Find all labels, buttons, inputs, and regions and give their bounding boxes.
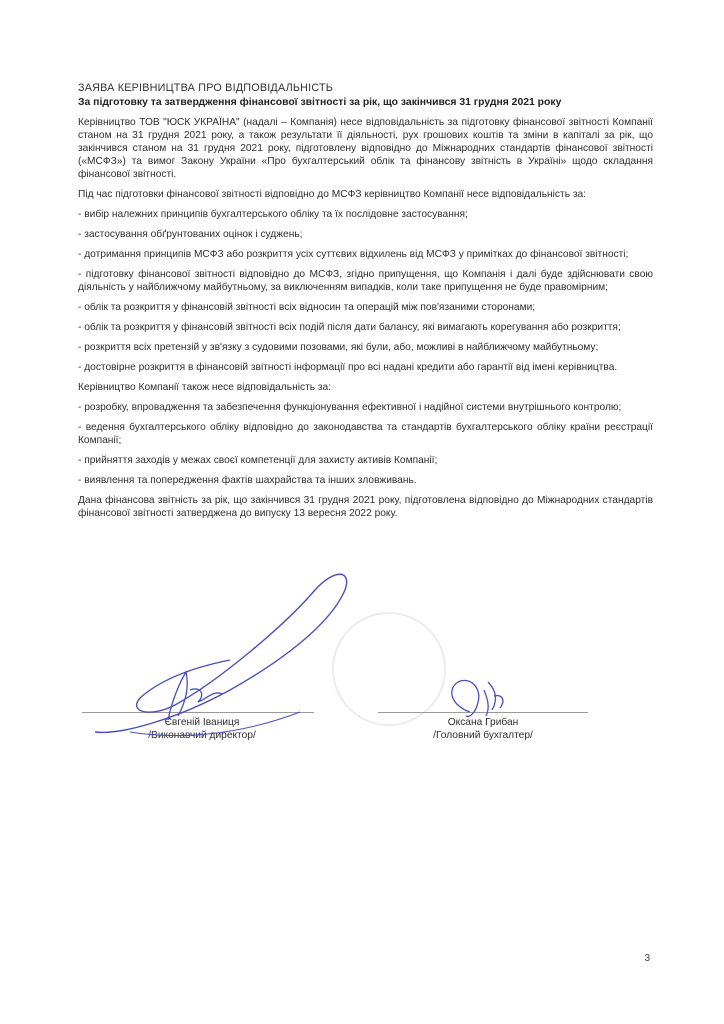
signature-line-left [82,712,314,713]
list-item: - облік та розкриття у фінансовій звітності всіх відносин та операцій між пов'язаними сторонами; [78,302,536,313]
responsibility-intro: Під час підготовки фінансової звітності відповідно до МСФЗ керівництво Компанії несе відповідальність за: [78,189,587,200]
signatory-position: /Головний бухгалтер/ [433,730,533,741]
company-stamp [332,612,446,726]
intro-paragraph: Керівництво ТОВ "ЮСК УКРАЇНА" (надалі – Компанія) несе відповідальність за підготовку фінансової звітності Компанії станом на 31 грудня 2021 року, а також результати її діяльності, рух грошових коштів та зміни в капіталі за рік, що закінчився станом на 31 грудня 2021 року, підготовлену відповідно до Міжнародних стандартів фінансової звітності («МСФЗ») та вимог Закону України «Про бухгалтерський облік та фінансову звітність в Україні» щодо складання фінансової звітності. [78,117,653,180]
list-item: - вибір належних принципів бухгалтерського обліку та їх послідовне застосування; [78,209,468,220]
signatory-position: /Виконавчий директор/ [148,730,256,741]
list-item: - прийняття заходів у межах своєї компетенції для захисту активів Компанії; [78,455,438,466]
document-title: ЗАЯВА КЕРІВНИЦТВА ПРО ВІДПОВІДАЛЬНІСТЬ [78,82,334,94]
list-item: - облік та розкриття у фінансовій звітності всіх подій після дати балансу, які вимагають корегування або розкриття; [78,322,621,333]
document-subtitle: За підготовку та затвердження фінансової звітності за рік, що закінчився 31 грудня 2021 року [78,97,562,108]
signatory-left [122,716,282,742]
signatory-name: Оксана Грибан [447,717,519,728]
list-item: - достовірне розкриття в фінансовій звітності інформації про всі надані кредити або гарантії від імені керівництва. [78,362,618,373]
list-item: - розробку, впровадження та забезпечення функціонування ефективної і надійної системи внутрішнього контролю; [78,402,622,413]
signatory-right [408,716,558,742]
list-item: - ведення бухгалтерського обліку відповідно до законодавства та стандартів бухгалтерського обліку країни реєстрації Компанії; [78,422,653,446]
additional-responsibility-intro: Керівництво Компанії також несе відповідальність за: [78,382,332,393]
list-item: - виявлення та попередження фактів шахрайства та інших зловживань. [78,475,417,486]
list-item: - дотримання принципів МСФЗ або розкриття усіх суттєвих відхилень від МСФЗ у примітках до фінансової звітності; [78,249,629,260]
list-item: - підготовку фінансової звітності відповідно до МСФЗ, згідно припущення, що Компанія і далі буде здійснювати свою діяльність у найближчому майбутньому, за виключенням випадків, коли таке припущення не буде правомірним; [78,269,653,293]
statement-body [78,82,653,527]
approval-paragraph: Дана фінансова звітність за рік, що закінчився 31 грудня 2021 року, підготовлена відповідно до Міжнародних стандартів фінансової звітності затверджена до випуску 13 вересня 2022 року. [78,495,653,519]
list-item: - застосування обґрунтованих оцінок і суджень; [78,229,303,240]
signature-line-right [378,712,588,713]
page-number: 3 [644,953,650,964]
signatory-name: Євгеній Іваниця [164,717,240,728]
list-item: - розкриття всіх претензій у зв'язку з судовими позовами, які були, або, можливі в найближчому майбутньому; [78,342,599,353]
